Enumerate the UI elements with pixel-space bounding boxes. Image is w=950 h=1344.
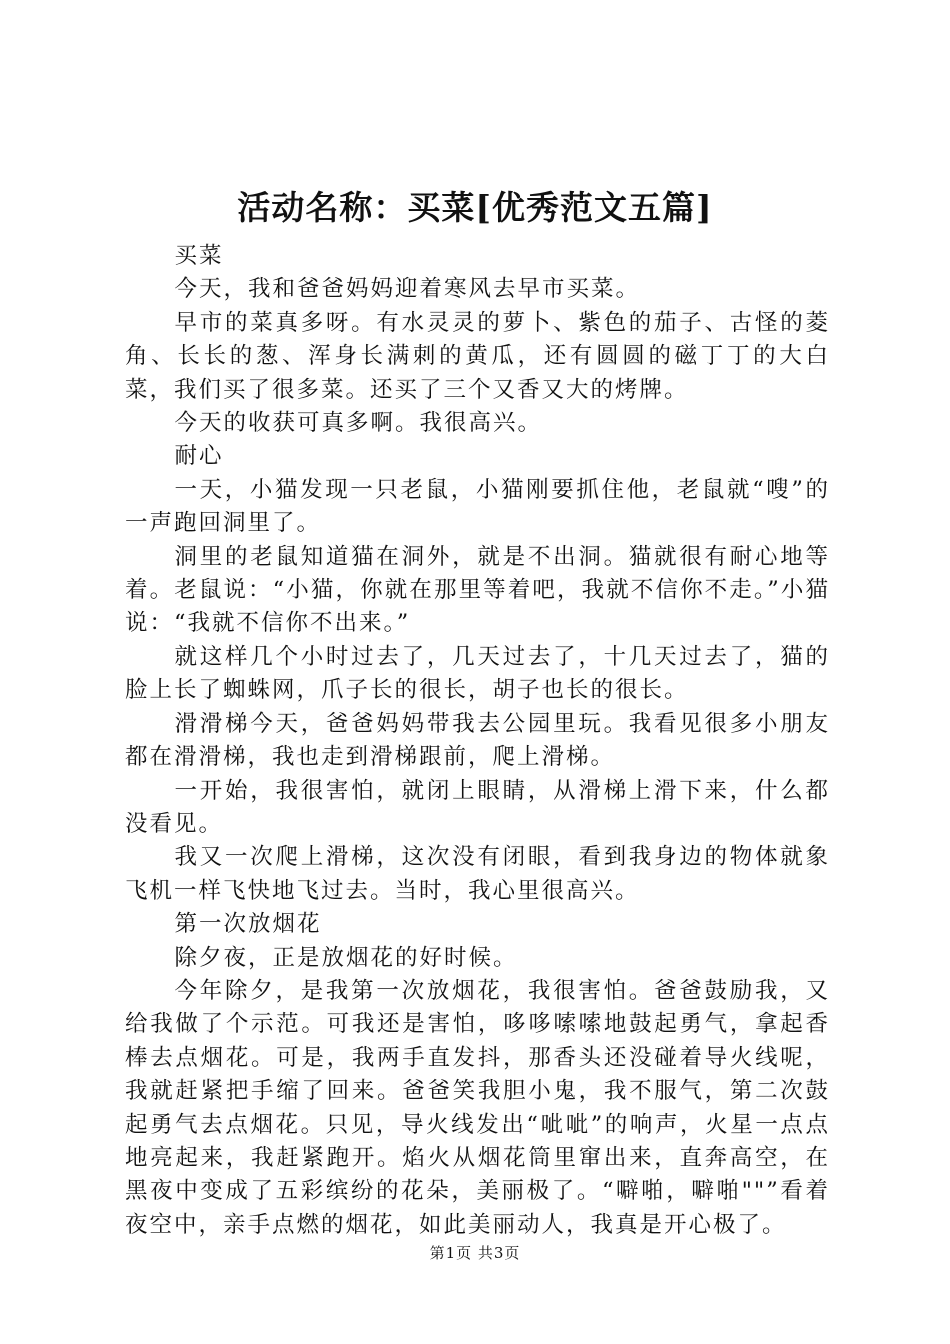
paragraph: 早市的菜真多呀。有水灵灵的萝卜、紫色的茄子、古怪的菱角、长长的葱、浑身长满刺的黄瓜，还有圆圆的磁丁丁的大白菜，我们买了很多菜。还买了三个又香又大的烤牌。 bbox=[125, 309, 830, 403]
page-footer: 第1页 共3页 bbox=[429, 1244, 521, 1262]
paragraph: 一天，小猫发现一只老鼠，小猫刚要抓住他，老鼠就“嗖”的一声跑回洞里了。 bbox=[125, 476, 830, 537]
paragraph: 一开始，我很害怕，就闭上眼睛，从滑梯上滑下来，什么都没看见。 bbox=[125, 777, 830, 837]
paragraph: 滑滑梯今天，爸爸妈妈带我去公园里玩。我看见很多小朋友都在滑滑梯，我也走到滑梯跟前，爬上滑梯。 bbox=[125, 710, 830, 771]
paragraph: 我又一次爬上滑梯，这次没有闭眼，看到我身边的物体就象飞机一样飞快地飞过去。当时，我心里很高兴。 bbox=[125, 844, 830, 904]
document-body bbox=[125, 240, 830, 1242]
paragraph: 洞里的老鼠知道猫在洞外，就是不出洞。猫就很有耐心地等着。老鼠说：“小猫，你就在那里等着吧，我就不信你不走。”小猫说：“我就不信你不出来。” bbox=[125, 543, 830, 637]
paragraph: 耐心 bbox=[174, 443, 224, 470]
paragraph: 第一次放烟花 bbox=[174, 911, 322, 938]
paragraph: 今天的收获可真多啊。我很高兴。 bbox=[174, 410, 543, 437]
paragraph: 买菜 bbox=[174, 243, 224, 269]
paragraph: 今天，我和爸爸妈妈迎着寒风去早市买菜。 bbox=[174, 276, 641, 303]
paragraph: 就这样几个小时过去了，几天过去了，十几天过去了，猫的脸上长了蜘蛛网，爪子长的很长，胡子也长的很长。 bbox=[125, 643, 830, 704]
paragraph: 今年除夕，是我第一次放烟花，我很害怕。爸爸鼓励我，又给我做了个示范。可我还是害怕，哆哆嗦嗦地鼓起勇气，拿起香棒去点烟花。可是，我两手直发抖，那香头还没碰着导火线呢，我就赶紧把手缩了回来。爸爸笑我胆小鬼，我不服气，第二次鼓起勇气去点烟花。只见，导火线发出“呲呲”的响声，火星一点点地亮起来，我赶紧跑开。焰火从烟花筒里窜出来，直奔高空，在黑夜中变成了五彩缤纷的花朵，美丽极了。“噼啪，噼啪""”看着夜空中，亲手点燃的烟花，如此美丽动人，我真是开心极了。 bbox=[125, 977, 830, 1238]
paragraph: 除夕夜，正是放烟花的好时候。 bbox=[174, 944, 518, 971]
document-title: 活动名称：买菜[优秀范文五篇] bbox=[237, 188, 713, 227]
